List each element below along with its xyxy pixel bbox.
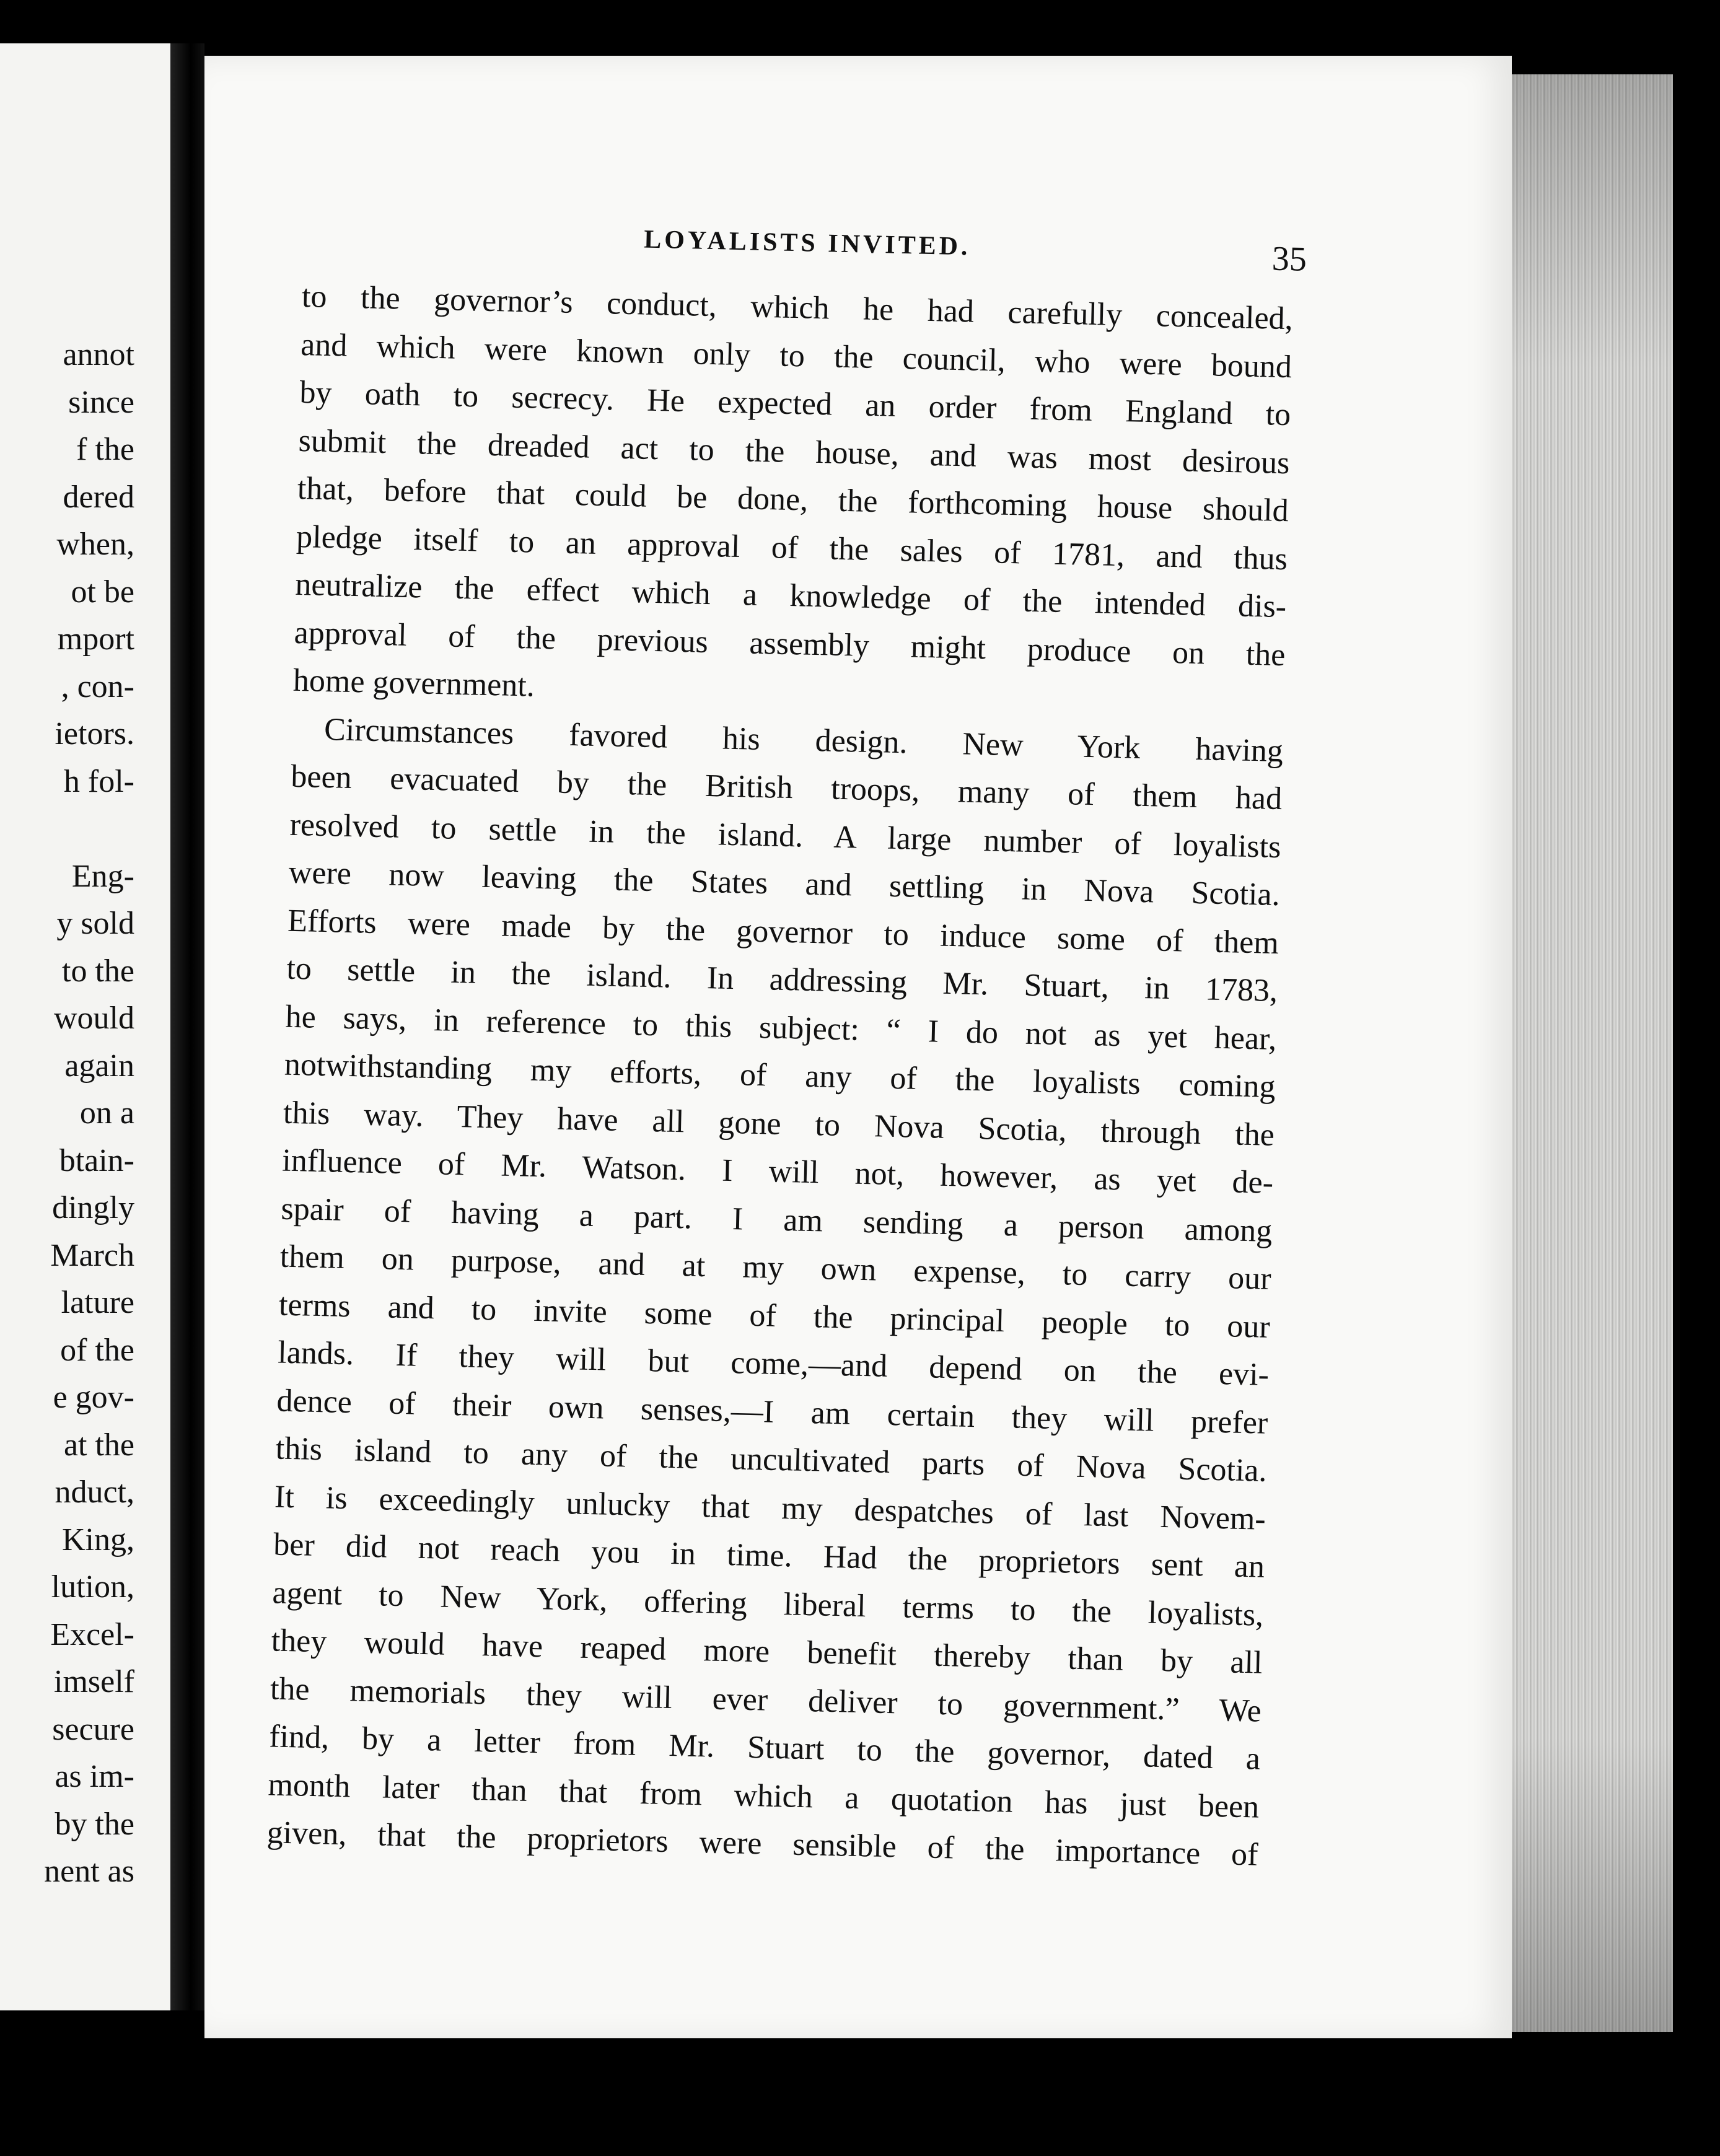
text-line: terms and to invite some of the principal people to our bbox=[278, 1287, 1271, 1345]
previous-page-line: lature bbox=[61, 1285, 134, 1320]
text-line: them on purpose, and at my own expense, to carry our bbox=[279, 1238, 1272, 1297]
text-line: pledge itself to an approval of the sales of 1781, and thus bbox=[296, 519, 1288, 577]
previous-page-line: would bbox=[54, 1001, 134, 1036]
previous-page-line: annot bbox=[63, 337, 134, 372]
previous-page-line: imself bbox=[54, 1664, 134, 1699]
text-line: this island to any of the uncultivated parts of Nova Scotia. bbox=[275, 1431, 1268, 1489]
previous-page-line: again bbox=[64, 1048, 134, 1084]
text-line: It is exceedingly unlucky that my despatches of last Novem- bbox=[274, 1478, 1266, 1537]
text-line: notwithstanding my efforts, of any of the loyalists coming bbox=[284, 1046, 1276, 1105]
previous-page-line: King, bbox=[62, 1522, 134, 1558]
book-gutter bbox=[170, 43, 204, 2010]
previous-page-line: ot be bbox=[71, 574, 134, 610]
previous-page-line: on a bbox=[79, 1095, 134, 1131]
text-line: agent to New York, offering liberal terms to the loyalists, bbox=[271, 1574, 1264, 1633]
page-text-block bbox=[266, 217, 1307, 1879]
text-line: the memorials they will ever deliver to government.” We bbox=[270, 1670, 1262, 1729]
text-line: resolved to settle in the island. A large number of loyalists bbox=[289, 807, 1281, 865]
book-page bbox=[204, 56, 1512, 2038]
previous-page-line: by the bbox=[55, 1806, 134, 1842]
page-number: 35 bbox=[1271, 239, 1307, 279]
previous-page-line: at the bbox=[63, 1427, 134, 1463]
text-line: they would have reaped more benefit thereby than by all bbox=[271, 1623, 1263, 1681]
previous-page-line: e gov- bbox=[53, 1380, 134, 1415]
text-line: he says, in reference to this subject: “ I do not as yet hear, bbox=[285, 999, 1277, 1057]
previous-page-line: btain- bbox=[59, 1142, 134, 1178]
previous-page-line: f the bbox=[76, 432, 134, 467]
previous-page-line: since bbox=[68, 384, 134, 420]
page-edges-shadow bbox=[1512, 74, 1673, 2032]
body-text bbox=[266, 273, 1294, 1879]
text-line: lands. If they will but come,—and depend on the evi- bbox=[277, 1334, 1270, 1393]
text-line: month later than that from which a quotation has just been bbox=[267, 1766, 1260, 1825]
text-line: ber did not reach you in time. Had the proprietors sent an bbox=[273, 1527, 1265, 1585]
previous-page-line: as im- bbox=[55, 1759, 134, 1794]
text-line: find, by a letter from Mr. Stuart to the governor, dated a bbox=[268, 1719, 1261, 1777]
text-line: to settle in the island. In addressing Mr. Stuart, in 1783, bbox=[286, 950, 1278, 1009]
previous-page bbox=[0, 43, 170, 2010]
previous-page-line: dingly bbox=[52, 1190, 134, 1225]
previous-page-line: of the bbox=[60, 1332, 134, 1368]
previous-page-line: , con- bbox=[61, 668, 134, 704]
text-line: been evacuated by the British troops, many of them had bbox=[290, 758, 1283, 817]
previous-page-line: March bbox=[50, 1237, 134, 1273]
previous-page-line bbox=[0, 805, 170, 853]
text-line: home government. bbox=[292, 662, 535, 704]
previous-page-line: secure bbox=[52, 1711, 134, 1747]
previous-page-line: dered bbox=[63, 479, 134, 515]
text-line: influence of Mr. Watson. I will not, however, as yet de- bbox=[281, 1142, 1274, 1201]
previous-page-line: Eng- bbox=[71, 858, 134, 894]
previous-page-line: lution, bbox=[51, 1569, 134, 1605]
previous-page-line: Excel- bbox=[50, 1616, 134, 1652]
previous-page-line: nduct, bbox=[55, 1475, 134, 1510]
text-line: by oath to secrecy. He expected an order from England to bbox=[299, 374, 1291, 433]
text-line: given, that the proprietors were sensible of the importance of bbox=[266, 1815, 1259, 1873]
text-line: Efforts were made by the governor to induce some of them bbox=[287, 903, 1279, 961]
text-line: dence of their own senses,—I am certain they will prefer bbox=[276, 1383, 1268, 1441]
text-line: were now leaving the States and settling in Nova Scotia. bbox=[288, 854, 1281, 913]
previous-page-line: h fol- bbox=[63, 763, 134, 799]
previous-page-line: y sold bbox=[56, 906, 134, 941]
previous-page-text bbox=[0, 331, 170, 1896]
previous-page-line: when, bbox=[56, 527, 134, 562]
page-edges bbox=[1512, 74, 1673, 2032]
text-line: spair of having a part. I am sending a person among bbox=[281, 1191, 1273, 1249]
previous-page-line: nent as bbox=[44, 1854, 134, 1889]
text-line: neutralize the effect which a knowledge of the intended dis- bbox=[294, 566, 1287, 625]
previous-page-line: ietors. bbox=[55, 716, 134, 752]
text-line: that, before that could be done, the forthcoming house should bbox=[297, 470, 1289, 529]
text-line: and which were known only to the council, who were bound bbox=[300, 326, 1292, 385]
text-line: this way. They have all gone to Nova Scotia, through the bbox=[283, 1095, 1275, 1153]
text-line: approval of the previous assembly might produce on the bbox=[294, 615, 1286, 673]
text-line: to the governor’s conduct, which he had carefully concealed, bbox=[301, 278, 1294, 337]
previous-page-line: to the bbox=[62, 953, 134, 989]
text-line: submit the dreaded act to the house, and was most desirous bbox=[298, 423, 1291, 481]
running-head-title: LOYALISTS INVITED. bbox=[643, 225, 971, 261]
previous-page-line: mport bbox=[57, 621, 134, 657]
paragraph-start-line: Circumstances favored his design. New York having bbox=[323, 711, 1284, 769]
